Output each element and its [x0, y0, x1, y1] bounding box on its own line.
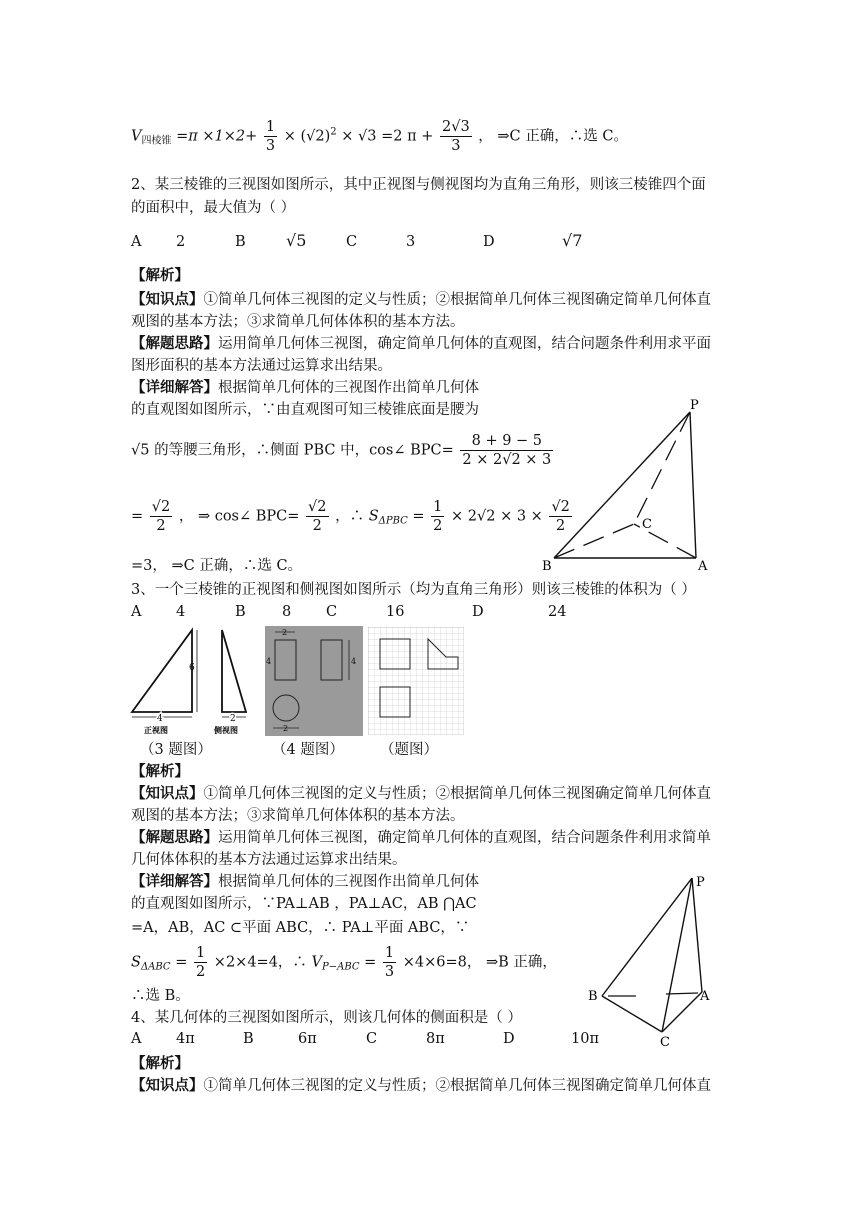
q3-detail-line2: 的直观图如图所示，∵PA⊥AB ，PA⊥AC，AB ⋂AC	[131, 896, 477, 912]
edge-pc-hidden	[634, 412, 690, 524]
q2-stem-line2: 的面积中，最大值为（ ）	[131, 200, 296, 216]
label-b: B	[542, 559, 552, 574]
fraction: $\frac{√2}{2}$	[308, 499, 327, 534]
fraction: $\frac{2√3}{3}$	[441, 119, 470, 154]
fraction: $\frac{√2}{2}$	[151, 499, 171, 534]
q2-knowledge-line1: 【知识点】①简单几何体三视图的定义与性质；②根据简单几何体三视图确定简单几何体直	[131, 291, 711, 308]
q3-volume-line: $S_{\Delta ABC}$ = $\frac{1}{2}$ ×2×4=4，∴ $V_{P-ABC}$ = $\frac{1}{3}$ ×4×6=8， ⇒B 正确，	[131, 945, 557, 980]
q4-stem: 4、某几何体的三视图如图所示，则该几何体的侧面积是（ ）	[131, 1010, 522, 1026]
edge-pa	[692, 878, 702, 992]
q3-analysis-heading: 【解析】	[131, 763, 189, 780]
q2-analysis-heading: 【解析】	[131, 267, 189, 284]
q2-pyramid-figure	[540, 398, 720, 574]
fraction: $\frac{1}{2}$	[433, 499, 443, 534]
q2-detail-line2: 的直观图如图所示，∵由直观图可知三棱锥底面是腰为	[131, 402, 479, 418]
grid-background	[368, 627, 464, 735]
q2-detail-line1: 【详细解答】根据简单几何体的三视图作出简单几何体	[131, 379, 479, 396]
label-a: A	[700, 989, 710, 1004]
q4-knowledge-line1: 【知识点】①简单几何体三视图的定义与性质；②根据简单几何体三视图确定简单几何体直	[131, 1077, 711, 1094]
q2-stem-line1: 2、某三棱锥的三视图如图所示，其中正视图与侧视图均为直角三角形，则该三棱锥四个面	[131, 177, 706, 193]
edge-pb	[602, 878, 692, 996]
caption-q4-figure: （4 题图）	[272, 742, 344, 758]
q2-knowledge-line2: 观图的基本方法；③求简单几何体体积的基本方法。	[131, 314, 465, 330]
label-p: P	[690, 398, 699, 413]
edge-bc-hidden	[554, 524, 634, 558]
dim-2-top: 2	[282, 628, 288, 637]
q2-cos-line: √5 的等腰三角形，∴侧面 PBC 中，cos∠ BPC= $\frac{8 + 9 - 5}{2 \times 2√2 \times 3}$	[131, 433, 552, 468]
q3-detail-line3: =A，AB，AC ⊂平面 ABC，∴ PA⊥平面 ABC，∵	[131, 920, 470, 936]
side-view-triangle	[222, 630, 246, 712]
volume-subscript: 四棱锥	[141, 135, 172, 147]
q3-knowledge-line1: 【知识点】①简单几何体三视图的定义与性质；②根据简单几何体三视图确定简单几何体直	[131, 785, 711, 802]
label-b: B	[588, 989, 598, 1004]
q3-thinking-line1: 【解题思路】运用简单几何体三视图，确定简单几何体的直观图，结合问题条件利用求简单	[131, 829, 711, 846]
dim-4-a: 4	[266, 657, 272, 666]
fraction: $\frac{√2}{2}$	[551, 499, 570, 534]
label-a: A	[698, 559, 708, 574]
q2-thinking-line1: 【解题思路】运用简单几何体三视图，确定简单几何体的直观图，结合问题条件利用求平面	[131, 335, 711, 352]
q2-conclusion: =3， ⇒C 正确，∴选 C。	[131, 558, 303, 574]
fraction: $\frac{8 + 9 - 5}{2 \times 2√2 \times 3}$	[462, 433, 552, 468]
q3-thinking-line2: 几何体体积的基本方法通过运算求出结果。	[131, 852, 407, 868]
fraction: $\frac{1}{3}$	[384, 945, 395, 980]
q3-detail-line1: 【详细解答】根据简单几何体的三视图作出简单几何体	[131, 873, 479, 890]
fraction: $\frac{1}{3}$	[265, 119, 276, 154]
volume-symbol: V	[131, 128, 142, 145]
dim-2-bottom: 2	[283, 724, 289, 733]
edge-pb	[554, 412, 690, 558]
dim-4: 4	[157, 714, 163, 724]
q3-knowledge-line2: 观图的基本方法；③求简单几何体体积的基本方法。	[131, 808, 465, 824]
q2-thinking-line2: 图形面积的基本方法通过运算求出结果。	[131, 358, 392, 374]
edge-pc	[662, 878, 692, 1032]
q4-three-views-image	[265, 626, 363, 736]
dim-4-b: 4	[351, 657, 357, 666]
dim-6: 6	[189, 663, 195, 673]
side-view-label: 侧视图	[214, 725, 238, 735]
top-formula: $V_{四棱锥} =\pi \times 1\times 2+$ $\frac{1}{3}$ × $(√2)^2 \times √3 =2$ π + $\frac{2√3}{3}$ ， ⇒C 正确，∴选 C。	[131, 119, 628, 154]
front-view-label: 正视图	[144, 725, 168, 735]
label-p: P	[696, 875, 705, 890]
q3-conclusion: ∴选 B。	[131, 988, 190, 1004]
caption-figure: （题图）	[380, 742, 438, 758]
edge-ba-hidden-right	[666, 993, 698, 994]
q3-stem: 3、一个三棱锥的正视图和侧视图如图所示（均为直角三角形）则该三棱锥的体积为（ ）	[131, 582, 696, 598]
edge-bc	[602, 996, 662, 1032]
fraction: $\frac{1}{2}$	[195, 945, 206, 980]
q3-pyramid-figure	[586, 868, 722, 1050]
dim-2: 2	[230, 714, 236, 724]
q3-three-views-image	[126, 624, 262, 736]
front-view-triangle	[132, 630, 192, 712]
edge-pa	[690, 412, 696, 558]
caption-q3-figure: （3 题图）	[140, 742, 212, 758]
q4-analysis-heading: 【解析】	[131, 1055, 189, 1072]
q2-area-line: = $\frac{√2}{2}$ ， ⇒ cos∠ BPC= $\frac{√2}{2}$ ，∴ $S_{\Delta PBC}$ = $\frac{1}{2}$ × 2√2 × 3 × $\frac{√2}{2}$	[131, 499, 570, 534]
label-c: C	[642, 517, 652, 532]
label-c: C	[660, 1035, 670, 1050]
grid-three-views-image	[368, 627, 464, 735]
